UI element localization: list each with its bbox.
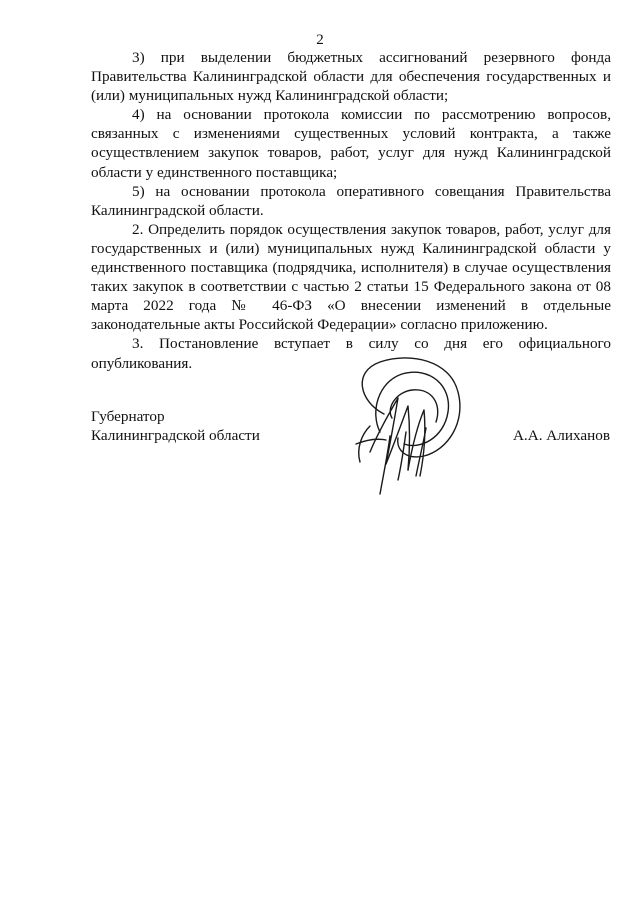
paragraph-clause-3: 3. Постановление вступает в силу со дня его официального опубликования. — [91, 335, 611, 372]
document-body — [91, 48, 611, 373]
signatory-title: Губернатор — [91, 408, 165, 425]
signatory-position — [91, 407, 260, 445]
handwritten-signature-icon — [340, 352, 470, 497]
signatory-region: Калининградской области — [91, 427, 260, 445]
paragraph-clause-2: 2. Определить порядок осуществления закупок товаров, работ, услуг для государственных и (или) муниципальных нужд Калининградской области у единственного поставщика (подрядчика, исполнителя) в случае осуществления таких закупок в соответствии с частью 2 статьи 15 Федерального закона от 08 марта 2022 года № 46-ФЗ «О внесении изменений в отдельные законодательные акты Российской Федерации» согласно приложению. — [91, 220, 611, 334]
paragraph-item-4: 4) на основании протокола комиссии по рассмотрению вопросов, связанных с изменениями существенных условий контракта, а также осуществлением закупок товаров, работ, услуг для нужд Калининградской области у единственного поставщика; — [91, 106, 611, 181]
paragraph-item-3: 3) при выделении бюджетных ассигнований резервного фонда Правительства Калининградской области для обеспечения государственных и (или) муниципальных нужд Калининградской области; — [91, 49, 611, 105]
page-number: 2 — [316, 32, 324, 48]
signatory-name: А.А. Алиханов — [512, 427, 610, 444]
paragraph-item-5: 5) на основании протокола оперативного совещания Правительства Калининградской области. — [91, 182, 611, 219]
